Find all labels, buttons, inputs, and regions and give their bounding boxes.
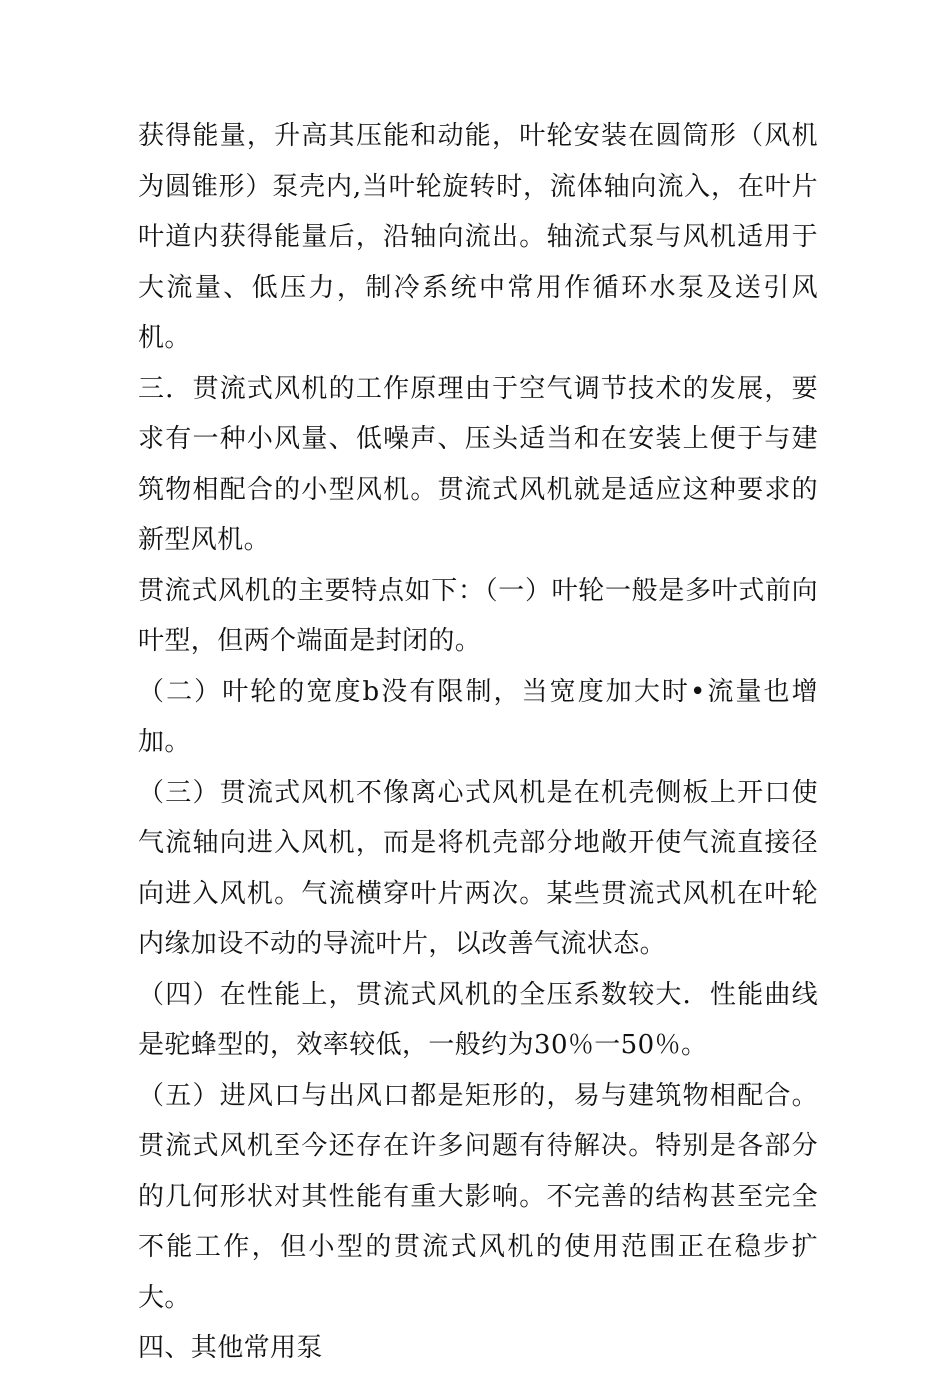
paragraph-features-four: （四）在性能上，贯流式风机的全压系数较大．性能曲线是驼蜂型的，效率较低，一般约为30％一50％。	[138, 979, 818, 1060]
paragraph-features-two: （二）叶轮的宽度b没有限制，当宽度加大时•流量也增加。	[138, 676, 818, 757]
document-body	[138, 111, 818, 1374]
paragraph-section-three: 三．贯流式风机的工作原理由于空气调节技术的发展，要求有一种小风量、低噪声、压头适当和在安装上便于与建筑物相配合的小型风机。贯流式风机就是适应这种要求的新型风机。	[138, 373, 818, 555]
paragraph-features-five: （五）进风口与出风口都是矩形的，易与建筑物相配合。贯流式风机至今还存在许多问题有待解决。特别是各部分的几何形状对其性能有重大影响。不完善的结构甚至完全不能工作，但小型的贯流式风机的使用范围正在稳步扩大。	[138, 1080, 818, 1313]
paragraph-axial-flow: 获得能量，升高其压能和动能，叶轮安装在圆筒形（风机为圆锥形）泵壳内,当叶轮旋转时，流体轴向流入，在叶片叶道内获得能量后，沿轴向流出。轴流式泵与风机适用于大流量、低压力，制冷系统中常用作循环水泵及送引风机。	[138, 121, 818, 353]
section-heading-four: 四、其他常用泵	[138, 1333, 323, 1363]
paragraph-features-one: 贯流式风机的主要特点如下：（一）叶轮一般是多叶式前向叶型，但两个端面是封闭的。	[138, 575, 818, 656]
paragraph-features-three: （三）贯流式风机不像离心式风机是在机壳侧板上开口使气流轴向进入风机，而是将机壳部分地敞开使气流直接径向进入风机。气流横穿叶片两次。某些贯流式风机在叶轮内缘加设不动的导流叶片，以改善气流状态。	[138, 777, 818, 959]
